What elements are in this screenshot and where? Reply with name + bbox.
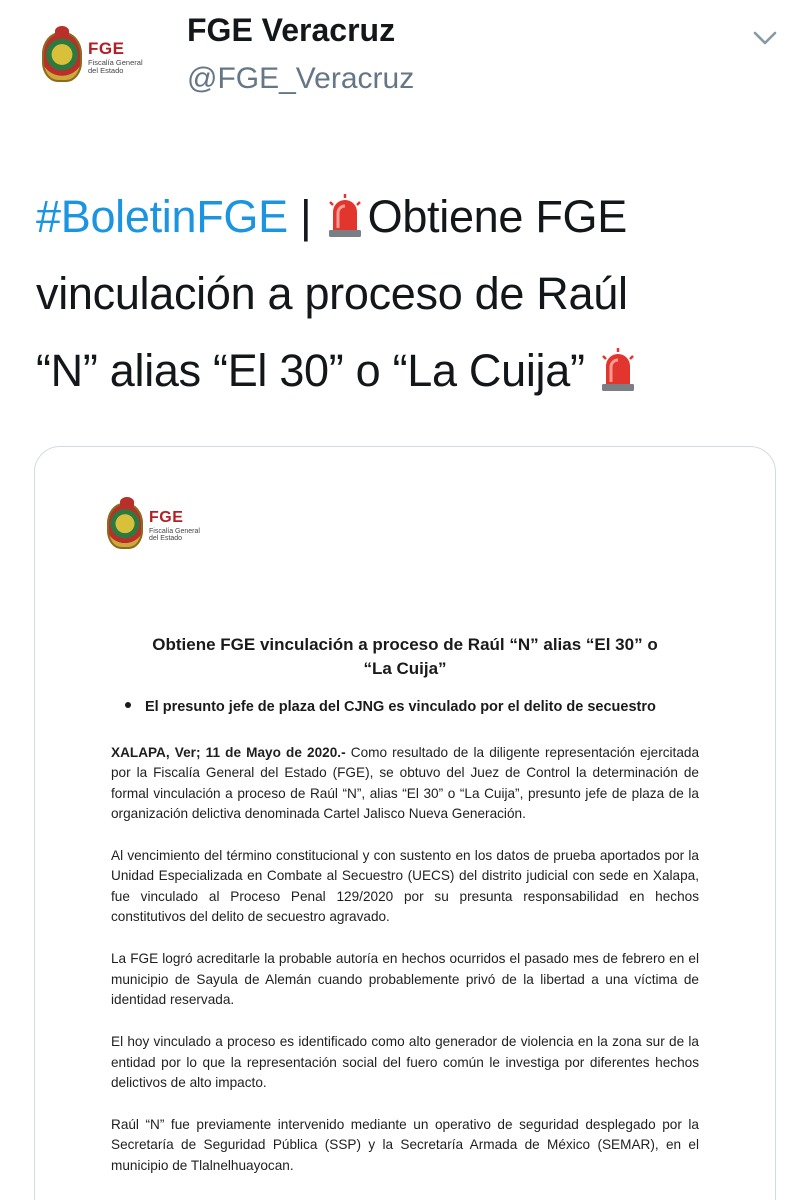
display-name[interactable]: FGE Veracruz — [187, 12, 396, 48]
avatar[interactable] — [42, 22, 152, 92]
document-paragraph: Al vencimiento del término constitucional y con sustento en los datos de prueba aportados por la Unidad Especializada en Combate al Secuestro (UECS) del distrito judicial con sede en Xalapa, fue vinculado al Proceso Penal 129/2020 por su presunta responsabilidad en hechos constitutivos del delito de secuestro agravado. — [111, 848, 699, 925]
tweet-line-3: “N” alias “El 30” o “La Cuija” — [36, 332, 776, 409]
document-paragraph: El hoy vinculado a proceso es identificado como alto generador de violencia en la zona sur de la entidad por lo que la representación social del fuero común le investiga por diferentes hechos delictivos de alto impacto. — [111, 1034, 699, 1090]
document-paragraph: Raúl “N” fue previamente intervenido mediante un operativo de seguridad desplegado por la Secretaría de Seguridad Pública (SSP) y la Secretaría Armada de México (SEMAR), en el municipio de Tlalnelhuayocan. — [111, 1117, 699, 1173]
document-logo-fge: FGE — [149, 509, 184, 526]
account-handle[interactable]: @FGE_Veracruz — [187, 62, 415, 95]
document-body — [111, 743, 699, 1198]
logo-fge: FGE — [88, 39, 125, 58]
tweet-separator: | — [287, 191, 324, 242]
tweet-text — [36, 178, 776, 409]
logo-subtext: Fiscalía General del Estado — [88, 58, 143, 75]
chevron-down-icon[interactable] — [752, 28, 778, 48]
document-paragraph: La FGE logró acreditarle la probable autoría en hechos ocurridos el pasado mes de febrero en el municipio de Sayula de Alemán cuando probablemente privó de la libertad a una víctima de identidad reservada. — [111, 951, 699, 1007]
fge-logo — [42, 32, 143, 82]
tweet-line-1-text: Obtiene FGE — [367, 191, 627, 242]
siren-icon — [599, 348, 637, 392]
bullet-dot — [125, 702, 131, 708]
document-logo — [107, 503, 200, 549]
document-title: Obtiene FGE vinculación a proceso de Raúl “N” alias “El 30” o “La Cuija” — [152, 635, 658, 678]
document-bullet: El presunto jefe de plaza del CJNG es vinculado por el delito de secuestro — [125, 699, 725, 715]
tweet-line-2: vinculación a proceso de Raúl — [36, 268, 628, 319]
logo-text — [88, 40, 143, 74]
document-logo-subtext: Fiscalía General del Estado — [149, 528, 200, 542]
siren-icon — [326, 194, 364, 238]
hashtag-link[interactable]: #BoletinFGE — [36, 191, 288, 242]
document-dateline: XALAPA, Ver; 11 de Mayo de 2020.- — [111, 745, 346, 760]
veracruz-crest-icon — [42, 32, 82, 82]
tweet-header — [0, 0, 807, 130]
tweet-line-1 — [36, 178, 776, 255]
document-paragraph: XALAPA, Ver; 11 de Mayo de 2020.- Como resultado de la diligente representación ejercitada por la Fiscalía General del Estado (FGE), se obtuvo del Juez de Control la determinación de formal vinculación a proceso de Raúl “N”, alias “El 30” o “La Cuija”, presunto jefe de plaza de la organización delictiva denominada Cartel Jalisco Nueva Generación. — [111, 745, 700, 821]
attached-image[interactable] — [34, 446, 776, 1200]
veracruz-crest-icon — [107, 503, 143, 549]
